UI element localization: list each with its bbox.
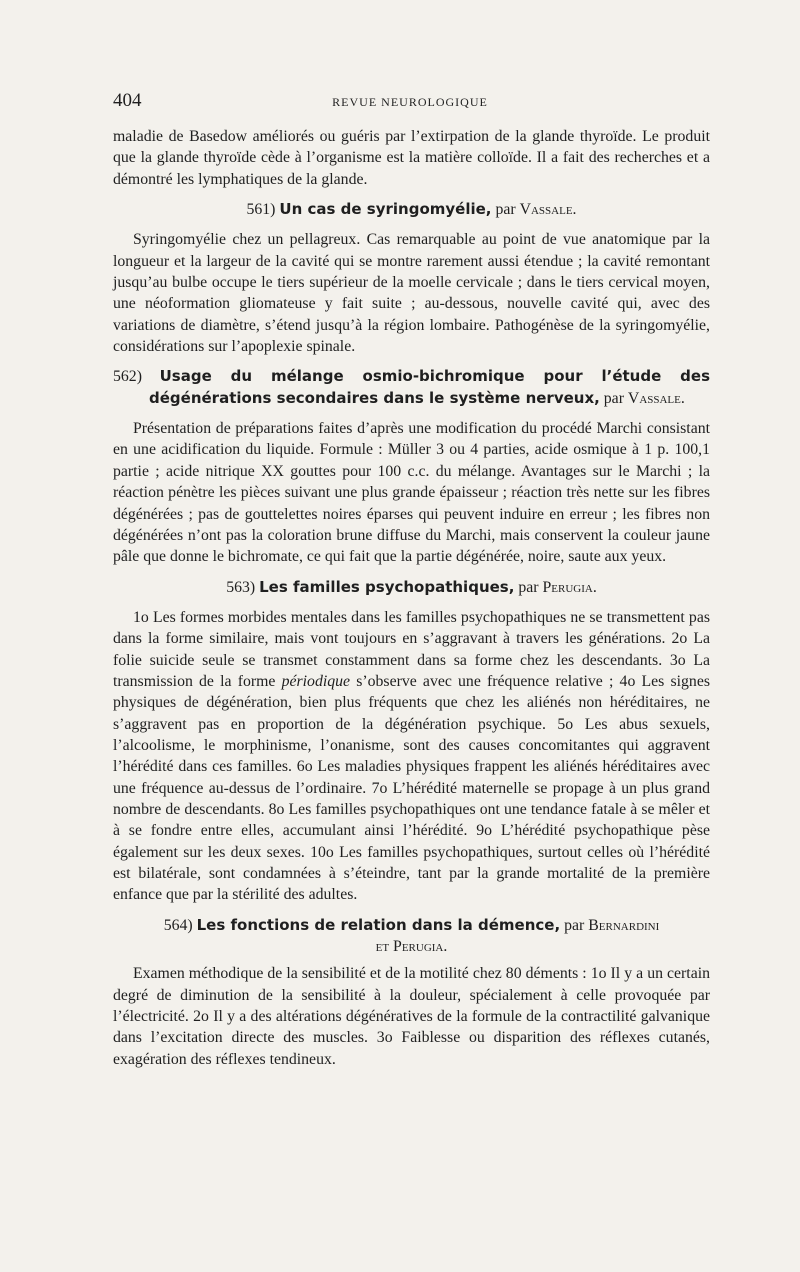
italic-term: périodique <box>281 672 351 690</box>
article-author: Perugia. <box>542 578 597 596</box>
article-heading-562 <box>113 366 710 409</box>
article-title: Usage du mélange osmio-bichromique pour l’étude des dégénérations secondaires dans le système nerveux, <box>149 367 711 407</box>
page-number: 404 <box>113 90 142 111</box>
article-heading-563 <box>113 577 710 598</box>
page-header <box>113 90 707 118</box>
article-number: 564) <box>163 916 193 934</box>
article-by: par <box>564 916 585 934</box>
running-head: REVUE NEUROLOGIQUE <box>332 95 488 109</box>
article-body <box>113 126 710 1070</box>
paragraph-text-part: s’observe avec une fréquence relative ; 4o Les signes physiques de dégénération, bien plus fréquents que chez les aliénés non héréditaires, ne s’aggravent pas en proportion de la dégénération psychique. 5o Les abus sexuels, l’alcoolisme, le morphinisme, l’onanisme, sont des causes concomitantes qui aggravent l’hérédité dans ces familles. 6o Les maladies physiques frappent les aliénés héréditaires avec une fréquence au-dessus de l’ordinaire. 7o L’hérédité maternelle se propage à un plus grand nombre de descendants. 8o Les familles psychopathiques ont une tendance fatale à se mêler et à se fondre entre elles, accumulant ainsi l’hérédité. 9o L’hérédité psychopathique pèse également sur les deux sexes. 10o Les familles psychopathiques, surtout celles où l’hérédité est bilatérale, sont condamnées à s’éteindre, tant par la grande mortalité de la première enfance que par la stérilité des adultes. <box>113 672 710 904</box>
article-by: par <box>495 201 516 219</box>
article-title: Les fonctions de relation dans la démence, <box>196 915 561 934</box>
article-number: 562) <box>113 368 142 386</box>
article-author: Bernardini <box>588 916 660 934</box>
article-author: Vassale. <box>519 201 577 219</box>
article-author: Vassale. <box>627 389 685 407</box>
article-title: Les familles psychopathiques, <box>259 577 515 596</box>
article-paragraph-564: Examen méthodique de la sensibilité et de la motilité chez 80 déments : 1o Il y a un certain degré de diminution de la sensibilité à la douleur, spécialement à celle provoquée par l’électricité. 2o Il y a des altérations dégénératives de la formule de la contractilité galvanique dans l’excitation directe des muscles. 3o Faiblesse ou disparition des réflexes cutanés, exagération des réflexes tendineux. <box>113 965 710 1068</box>
article-heading-561 <box>113 199 710 220</box>
article-number: 561) <box>246 201 276 219</box>
article-number: 563) <box>226 578 256 596</box>
article-author-line2: et Perugia. <box>375 938 448 956</box>
article-by: par <box>603 389 624 407</box>
intro-paragraph: maladie de Basedow améliorés ou guéris par l’extirpation de la glande thyroïde. Le produit que la glande thyroïde cède à l’organisme est la matière colloïde. Il a fait des recherches et a démontré les lymphatiques de la glande. <box>113 128 710 188</box>
article-by: par <box>518 578 539 596</box>
paragraph-text-part: 1o Les formes morbides mentales dans les familles psychopathiques ne se transmettent pas dans la forme similaire, mais vont toujours en s’aggravant à travers les générations. 2o La folie suicide seule se transmet constamment dans sa forme chez les descendants. 3o La transmission de la forme <box>113 608 710 690</box>
article-paragraph-561: Syringomyélie chez un pellagreux. Cas remarquable au point de vue anatomique par la longueur et la largeur de la cavité qui se montre rarement aussi étendue ; la cavité remontant jusqu’au bulbe occupe le tiers supérieur de la moelle cervicale ; dans le tiers cervical moyen, une néoformation gliomateuse y fait suite ; au-dessous, nouvelle cavité qui, avec des variations de diamètre, s’étend jusqu’à la région lombaire. Pathogénèse de la syringomyélie, considérations sur l’apoplexie spinale. <box>113 231 710 356</box>
article-paragraph-563 <box>113 607 710 906</box>
article-heading-564 <box>113 915 710 936</box>
article-title: Un cas de syringomyélie, <box>279 200 492 219</box>
article-paragraph-562: Présentation de préparations faites d’après une modification du procédé Marchi consistant en une acidification du liquide. Formule : Müller 3 ou 4 parties, acide osmique à 1 p. 100,1 partie ; acide nitrique XX gouttes pour 100 c.c. du mélange. Avantages sur le Marchi ; la réaction pénètre les pièces suivant une plus grande épaisseur ; réaction très nette sur les fibres dégénérées ; pas de gouttelettes noires éparses qui peuvent induire en erreur ; les fibres non dégénérées n’ont pas la coloration brune diffuse du Marchi, mais conservent la couleur jaune pâle que donne le bichromate, ce qui fait que la partie dégénérée, noire, saute aux yeux. <box>113 420 710 566</box>
